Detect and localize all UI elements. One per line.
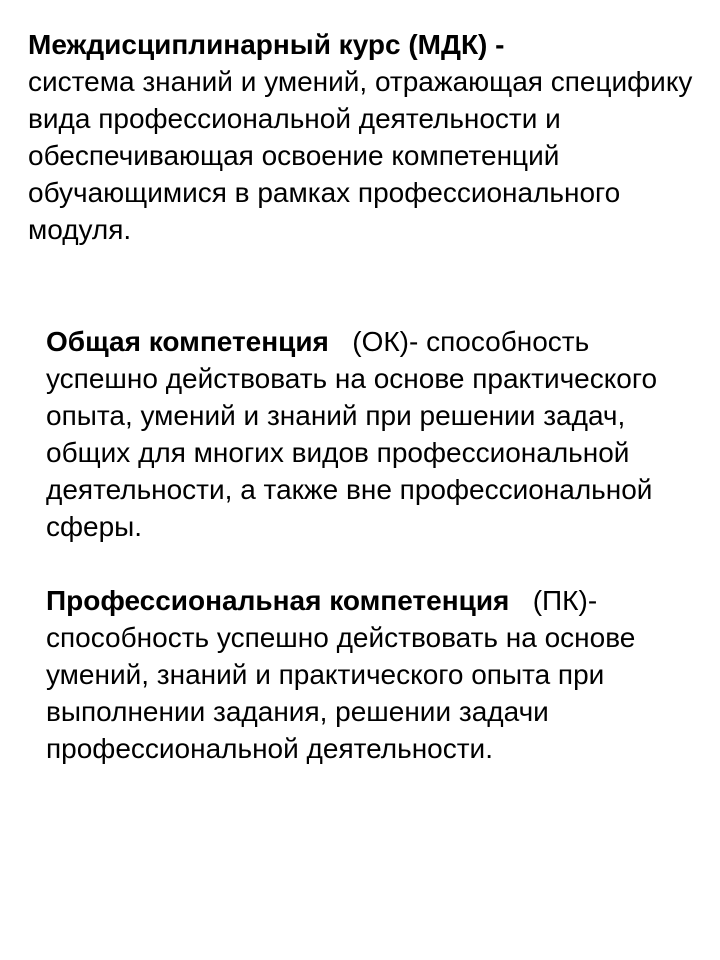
- definition-mdk-text: система знаний и умений, отражающая специфику вида профессиональной деятельности и обеспечивающая освоение компетенций обучающимися в рамках профессионального модуля.: [28, 66, 693, 245]
- definition-mdk-term: Междисциплинарный курс (МДК) -: [28, 29, 505, 60]
- definition-ok-term: Общая компетенция: [46, 326, 329, 357]
- definition-pk-text: (ПК)- способность успешно действовать на основе умений, знаний и практического опыта при выполнении задания, решении задачи профессиональной деятельности.: [46, 585, 636, 764]
- definition-mdk: [28, 26, 698, 248]
- definition-ok-text: (ОК)- способность успешно действовать на основе практического опыта, умений и знаний при решении задач, общих для многих видов профессиональной деятельности, а также вне профессиональной сферы.: [46, 326, 658, 542]
- definition-pk-term: Профессиональная компетенция: [46, 585, 510, 616]
- definition-ok: [46, 323, 706, 545]
- definition-pk: [46, 582, 706, 767]
